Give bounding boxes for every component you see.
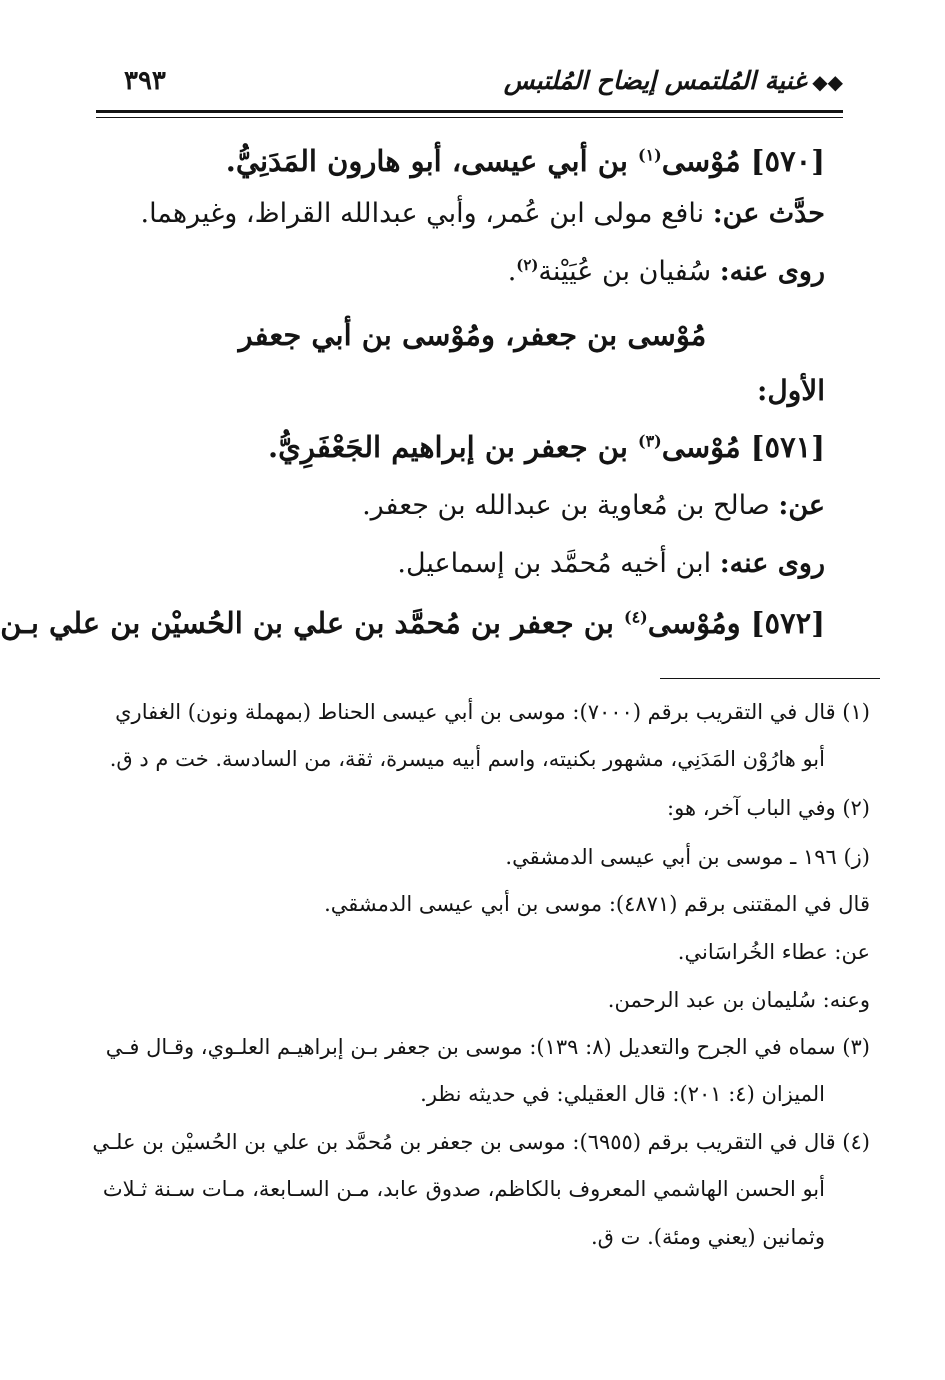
- from-text: صالح بن مُعاوية بن عبدالله بن جعفر.: [362, 490, 770, 521]
- footnote-3-line-2: الميزان (٤: ٢٠١): قال العقيلي: في حديثه نظر.: [420, 1082, 825, 1106]
- footnote-2-line-2: (ز) ١٩٦ ـ موسى بن أبي عيسى الدمشقي.: [505, 845, 870, 869]
- footnote-1-line-2: أبو هارُوْن المَدَنِي، مشهور بكنيته، واسم أبيه ميسرة، ثقة، من السادسة. خت م د ق.: [109, 747, 825, 771]
- book-title: غنية المُلتمس إيضاح المُلتبس: [503, 66, 807, 95]
- footnote-ref: (٣): [638, 431, 662, 451]
- footnote-separator: [660, 678, 880, 679]
- footnote-4-line-3: وثمانين (يعني ومئة). ت ق.: [591, 1225, 825, 1249]
- narrated-from-label: حدَّث عن:: [712, 198, 825, 229]
- entry-570-narrated-from: [100, 198, 825, 230]
- entry-number: [٥٧١]: [750, 430, 825, 464]
- entry-572-heading: [0, 606, 825, 641]
- first-label: الأول:: [757, 374, 825, 407]
- header-rule-thin: [96, 117, 843, 118]
- entry-571-heading: [100, 430, 825, 465]
- footnote-3-line-1: (٣) سماه في الجرح والتعديل (٨: ١٣٩): موسى بن جعفر بـن إبراهيـم العلـوي، وقـال فـي: [105, 1035, 870, 1059]
- page-number: ٣٩٣: [124, 66, 166, 96]
- narrators-text: سُفيان بن عُيَيْنة: [538, 256, 712, 287]
- footnote-4-line-1: (٤) قال في التقريب برقم (٦٩٥٥): موسى بن جعفر بن مُحمَّد بن علي بن الحُسيْن بن علـي: [92, 1130, 870, 1154]
- footnote-2-line-1: (٢) وفي الباب آخر، هو:: [667, 796, 870, 820]
- diamond-ornament-icon: ◆◆: [812, 70, 843, 94]
- entry-571-from: [100, 490, 825, 522]
- footnote-ref: (٤): [624, 607, 648, 627]
- header-rule-thick: [96, 110, 843, 113]
- entry-571-narrators: [100, 548, 825, 580]
- narrators-text: ابن أخيه مُحمَّد بن إسماعيل.: [397, 548, 712, 579]
- period: .: [507, 256, 517, 287]
- narrators-label: روى عنه:: [719, 256, 825, 287]
- entry-name: مُوْسى: [661, 144, 741, 178]
- entry-lineage: بن جعفر بن مُحمَّد بن علي بن الحُسيْن بن علي بـن: [0, 606, 614, 640]
- entry-lineage: بن أبي عيسى، أبو هارون المَدَنِيُّ.: [225, 144, 628, 178]
- footnote-2-line-5: وعنه: سُليمان بن عبد الرحمن.: [607, 988, 870, 1012]
- entry-570-narrators: [100, 256, 825, 288]
- entry-lineage: بن جعفر بن إبراهيم الجَعْفَرِيُّ.: [268, 430, 628, 464]
- narrated-from-text: نافع مولى ابن عُمر، وأبي عبدالله القراظ، وغيرهما.: [140, 198, 705, 229]
- footnote-4-line-2: أبو الحسن الهاشمي المعروف بالكاظم، صدوق عابد، مـن السـابعة، مـات سـنة ثـلاث: [102, 1177, 825, 1201]
- page-header: [96, 66, 843, 106]
- footnote-1-line-1: (١) قال في التقريب برقم (٧٠٠٠): موسى بن أبي عيسى الحناط (بمهملة ونون) الغفاري: [115, 700, 870, 724]
- footnote-2-line-4: عن: عطاء الخُراسَاني.: [677, 940, 870, 964]
- entry-name: مُوْسى: [661, 430, 741, 464]
- footnote-ref: (١): [638, 145, 662, 165]
- footnote-ref: (٢): [516, 256, 539, 274]
- entry-number: [٥٧٠]: [750, 144, 825, 178]
- entry-570-heading: [100, 144, 825, 179]
- from-label: عن:: [778, 490, 825, 521]
- section-title: مُوْسى بن جعفر، ومُوْسى بن أبي جعفر: [238, 318, 707, 352]
- narrators-label: روى عنه:: [719, 548, 825, 579]
- entry-number: [٥٧٢]: [750, 606, 825, 640]
- entry-name: ومُوْسى: [647, 606, 741, 640]
- footnote-2-line-3: قال في المقتنى برقم (٤٨٧١): موسى بن أبي عيسى الدمشقي.: [324, 892, 870, 916]
- running-title: [504, 66, 843, 95]
